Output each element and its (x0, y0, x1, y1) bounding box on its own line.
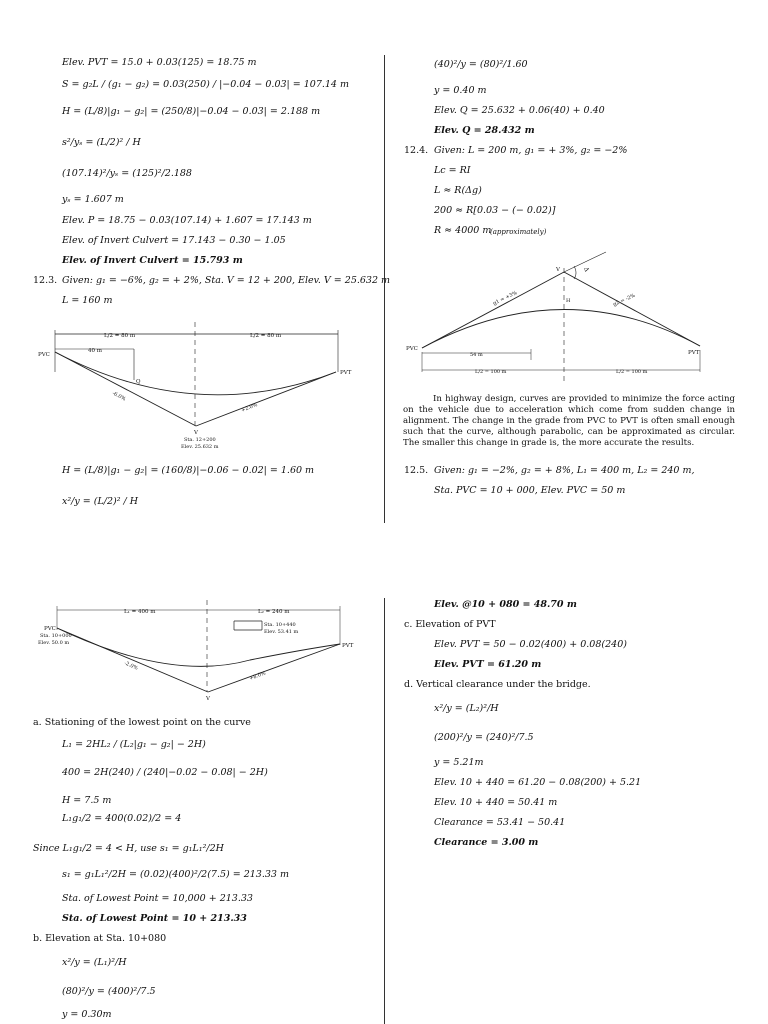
label-pvc: PVC (38, 352, 50, 358)
dim-half-right-12-4: L/2 = 100 m (616, 369, 648, 375)
label-g1-12-4: g1 = +3% (492, 290, 519, 307)
elev-10440-result: Elev. 10 + 440 = 50.41 m (434, 797, 558, 808)
part-d-heading: d. Vertical clearance under the bridge. (404, 679, 591, 690)
dim-l1: L₁ = 400 m (124, 609, 156, 615)
ratio-formula-12-5d: x²/y = (L₂)²/H (434, 703, 499, 714)
dim-l2: L₂ = 240 m (258, 609, 290, 615)
elev-pvt-result: Elev. PVT = 61.20 m (434, 659, 542, 670)
elev-q-line: Elev. Q = 25.632 + 0.06(40) + 0.40 (434, 105, 605, 116)
elev-q-result: Elev. Q = 28.432 m (434, 125, 535, 136)
label-delta: Δ (582, 266, 591, 273)
problem-12-3-length: L = 160 m (62, 295, 113, 306)
label-v-12-5: V (206, 696, 210, 702)
problem-12-3-given: Given: g₁ = −6%, g₂ = + 2%, Sta. V = 12 + 200, Elev. V = 25.632 m (62, 275, 391, 286)
part-b-heading: b. Elevation at Sta. 10+080 (33, 933, 167, 944)
dim-40m: 40 m (88, 348, 102, 354)
invert-culvert-result: Elev. of Invert Culvert = 15.793 m (62, 255, 243, 266)
label-pvc-elev: Elev. 50.0 m (38, 640, 70, 646)
label-h-12-4: H (566, 298, 571, 304)
elev-p-line: Elev. P = 18.75 − 0.03(107.14) + 1.607 = 17.143 m (62, 215, 312, 226)
label-v-12-4: V (556, 267, 560, 273)
problem-12-3-number: 12.3. (33, 275, 58, 286)
ratio-substituted-12-5d: (200)²/y = (240)²/7.5 (434, 732, 534, 743)
ratio-substituted: (107.14)²/yₛ = (125)²/2.188 (62, 168, 192, 179)
elev-pvt-line: Elev. PVT = 15.0 + 0.03(125) = 18.75 m (62, 57, 257, 68)
problem-12-4-given: Given: L = 200 m, g₁ = + 3%, g₂ = −2% (434, 145, 628, 156)
lc-formula: Lc = RI (434, 165, 471, 176)
label-pvc-12-4: PVC (406, 346, 418, 352)
since-line: Since L₁g₁/2 = 4 < H, use s₁ = g₁L₁²/2H (33, 843, 224, 854)
y-result-12-3: y = 0.40 m (434, 85, 487, 96)
dim-54m: 54 m (470, 352, 483, 358)
approximately-note: (approximately) (490, 228, 547, 236)
l1-formula: L₁ = 2HL₂ / (L₂|g₁ − g₂| − 2H) (62, 739, 206, 750)
explanation-paragraph: In highway design, curves are provided to minimize the force acting on the vehicle due to acceleration which come from sudden change in alignment. The change in the grade from PVC to PVT is often small enough such that the curve, although parabolic, can be approximated as circular. The smaller this change in grade is, the more accurate the results. (403, 394, 735, 448)
ratio-substituted-12-3: (40)²/y = (80)²/1.60 (434, 59, 528, 70)
label-pvt-12-5: PVT (342, 643, 354, 649)
problem-12-4-number: 12.4. (404, 145, 429, 156)
problem-12-5-sta: Sta. PVC = 10 + 000, Elev. PVC = 50 m (434, 485, 626, 496)
elev-10080-result: Elev. @10 + 080 = 48.70 m (434, 599, 577, 610)
clearance-result: Clearance = 3.00 m (434, 837, 539, 848)
h-formula: H = (L/8)|g₁ − g₂| = (250/8)|−0.04 − 0.03| = 2.188 m (62, 106, 321, 117)
ratio-formula-12-3: x²/y = (L/2)² / H (62, 496, 139, 507)
l1g1-check: L₁g₁/2 = 400(0.02)/2 = 4 (62, 813, 182, 824)
invert-culvert-line: Elev. of Invert Culvert = 17.143 − 0.30 − 1.05 (62, 235, 286, 246)
s-formula: S = g₂L / (g₁ − g₂) = 0.03(250) / |−0.04 − 0.03| = 107.14 m (62, 79, 350, 90)
ratio-formula: s²/yₛ = (L/2)² / H (62, 137, 141, 148)
label-g1: -6.0% (111, 390, 127, 403)
h-formula-12-3: H = (L/8)|g₁ − g₂| = (160/8)|−0.06 − 0.02| = 1.60 m (62, 465, 315, 476)
clearance-formula: Clearance = 53.41 − 50.41 (434, 817, 566, 828)
label-pvc-sta: Sta. 10+000 (40, 633, 72, 639)
sta-lowest-line: Sta. of Lowest Point = 10,000 + 213.33 (62, 893, 253, 904)
ratio-formula-12-5b: x²/y = (L₁)²/H (62, 957, 127, 968)
label-g2-12-5: +8.0% (248, 670, 267, 682)
substitution-line: 200 ≈ R[0.03 − (− 0.02)] (434, 205, 556, 216)
label-q: Q (136, 379, 141, 385)
label-elev: Elev. 25.632 m (181, 444, 219, 450)
y-result-12-5d: y = 5.21m (434, 757, 484, 768)
label-g2-12-4: g2 = -2% (612, 292, 637, 308)
dim-half-left-12-4: L/2 = 100 m (475, 369, 507, 375)
label-v: V (194, 430, 198, 436)
part-c-heading: c. Elevation of PVT (404, 619, 496, 630)
sta-lowest-result: Sta. of Lowest Point = 10 + 213.33 (62, 913, 247, 924)
label-pvc-12-5: PVC (44, 626, 56, 632)
l-approx-formula: L ≈ R(Δg) (434, 185, 482, 196)
problem-12-5-number: 12.5. (404, 465, 429, 476)
ratio-substituted-12-5b: (80)²/y = (400)²/7.5 (62, 986, 156, 997)
elev-pvt-formula: Elev. PVT = 50 − 0.02(400) + 0.08(240) (434, 639, 627, 650)
label-g1-12-5: -2.0% (123, 660, 139, 672)
part-a-heading: a. Stationing of the lowest point on the curve (33, 717, 251, 728)
problem-12-5-given: Given: g₁ = −2%, g₂ = + 8%, L₁ = 400 m, L₂ = 240 m, (434, 465, 695, 476)
s1-formula: s₁ = g₁L₁²/2H = (0.02)(400)²/2(7.5) = 213.33 m (62, 869, 289, 880)
h-result-12-5: H = 7.5 m (62, 795, 112, 806)
label-bridge-sta: Sta. 10+440 (264, 622, 296, 628)
dim-half-left: L/2 = 80 m (104, 333, 136, 339)
l1-substitution: 400 = 2H(240) / (240|−0.02 − 0.08| − 2H) (62, 767, 268, 778)
label-g2: +2.0% (240, 401, 259, 414)
label-pvt-12-4: PVT (688, 350, 700, 356)
label-sta: Sta. 12+200 (184, 437, 216, 443)
ys-result: yₛ = 1.607 m (62, 194, 124, 205)
y-result-12-5b: y = 0.30m (62, 1009, 112, 1020)
elev-10440-formula: Elev. 10 + 440 = 61.20 − 0.08(200) + 5.21 (434, 777, 642, 788)
label-pvt: PVT (340, 370, 352, 376)
dim-half-right: L/2 = 80 m (250, 333, 282, 339)
label-bridge-elev: Elev. 53.41 m (264, 629, 299, 635)
r-result: R ≈ 4000 m (434, 225, 492, 236)
